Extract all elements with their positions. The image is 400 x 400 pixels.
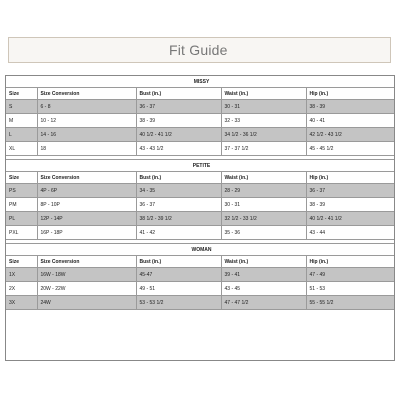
column-header: Size <box>6 256 37 268</box>
table-row <box>6 184 394 198</box>
table-row <box>6 142 394 156</box>
table-cell: 2X <box>6 282 37 296</box>
page-title: Fit Guide <box>169 42 228 58</box>
table-cell: 43 - 45 <box>221 282 306 296</box>
table-cell: 45 - 45 1/2 <box>306 142 394 156</box>
table-cell: 20W - 22W <box>37 282 136 296</box>
table-cell: 34 - 35 <box>136 184 221 198</box>
column-header: Bust (in.) <box>136 172 221 184</box>
column-header: Hip (in.) <box>306 256 394 268</box>
column-header-row <box>6 172 394 184</box>
column-header: Waist (in.) <box>221 88 306 100</box>
table-cell: 38 1/2 - 39 1/2 <box>136 212 221 226</box>
table-cell: 47 - 47 1/2 <box>221 296 306 310</box>
table-cell: 38 - 39 <box>306 198 394 212</box>
table-cell: 53 - 53 1/2 <box>136 296 221 310</box>
table-cell: 24W <box>37 296 136 310</box>
table-cell: 34 1/2 - 36 1/2 <box>221 128 306 142</box>
column-header: Size <box>6 172 37 184</box>
table-cell: PL <box>6 212 37 226</box>
table-cell: S <box>6 100 37 114</box>
table-cell: 36 - 37 <box>136 198 221 212</box>
table-cell: 41 - 42 <box>136 226 221 240</box>
table-cell: 37 - 37 1/2 <box>221 142 306 156</box>
column-header: Hip (in.) <box>306 172 394 184</box>
fit-guide-table <box>5 75 395 361</box>
column-header-row <box>6 88 394 100</box>
column-header: Size Conversion <box>37 88 136 100</box>
table-cell: 43 - 44 <box>306 226 394 240</box>
table-cell: 8P - 10P <box>37 198 136 212</box>
table-cell: 51 - 53 <box>306 282 394 296</box>
table-cell: 38 - 39 <box>136 114 221 128</box>
column-header: Bust (in.) <box>136 256 221 268</box>
section-header <box>6 244 394 256</box>
table-cell: 36 - 37 <box>306 184 394 198</box>
table-cell: 49 - 51 <box>136 282 221 296</box>
table-row <box>6 100 394 114</box>
table-row <box>6 226 394 240</box>
table-cell: 40 1/2 - 41 1/2 <box>306 212 394 226</box>
column-header: Bust (in.) <box>136 88 221 100</box>
table-cell: 35 - 36 <box>221 226 306 240</box>
table-cell: 32 - 33 <box>221 114 306 128</box>
table-row <box>6 296 394 310</box>
table-row <box>6 212 394 226</box>
table-cell: 10 - 12 <box>37 114 136 128</box>
table-cell: 4P - 6P <box>37 184 136 198</box>
column-header: Waist (in.) <box>221 172 306 184</box>
table-cell: 32 1/2 - 33 1/2 <box>221 212 306 226</box>
table-cell: 47 - 49 <box>306 268 394 282</box>
size-chart <box>6 76 394 310</box>
table-cell: 3X <box>6 296 37 310</box>
table-cell: PS <box>6 184 37 198</box>
section-title: MISSY <box>6 76 394 88</box>
column-header: Hip (in.) <box>306 88 394 100</box>
table-cell: 14 - 16 <box>37 128 136 142</box>
column-header: Size Conversion <box>37 256 136 268</box>
table-cell: 40 - 41 <box>306 114 394 128</box>
section-header <box>6 76 394 88</box>
table-cell: 42 1/2 - 43 1/2 <box>306 128 394 142</box>
column-header: Size Conversion <box>37 172 136 184</box>
table-cell: 38 - 39 <box>306 100 394 114</box>
table-row <box>6 268 394 282</box>
table-cell: PXL <box>6 226 37 240</box>
table-row <box>6 198 394 212</box>
table-cell: 16P - 18P <box>37 226 136 240</box>
table-cell: M <box>6 114 37 128</box>
table-cell: 30 - 31 <box>221 198 306 212</box>
table-cell: 45-47 <box>136 268 221 282</box>
table-cell: 39 - 41 <box>221 268 306 282</box>
table-cell: 12P - 14P <box>37 212 136 226</box>
table-cell: L <box>6 128 37 142</box>
column-header: Waist (in.) <box>221 256 306 268</box>
title-banner <box>8 37 391 63</box>
table-cell: PM <box>6 198 37 212</box>
section-title: WOMAN <box>6 244 394 256</box>
table-row <box>6 128 394 142</box>
table-cell: 30 - 31 <box>221 100 306 114</box>
table-cell: 18 <box>37 142 136 156</box>
table-row <box>6 114 394 128</box>
table-cell: 43 - 43 1/2 <box>136 142 221 156</box>
table-cell: 55 - 55 1/2 <box>306 296 394 310</box>
table-cell: 28 - 29 <box>221 184 306 198</box>
table-cell: 16W - 18W <box>37 268 136 282</box>
table-cell: 1X <box>6 268 37 282</box>
table-cell: 6 - 8 <box>37 100 136 114</box>
column-header-row <box>6 256 394 268</box>
table-row <box>6 282 394 296</box>
table-cell: XL <box>6 142 37 156</box>
column-header: Size <box>6 88 37 100</box>
table-cell: 36 - 37 <box>136 100 221 114</box>
section-title: PETITE <box>6 160 394 172</box>
table-cell: 40 1/2 - 41 1/2 <box>136 128 221 142</box>
section-header <box>6 160 394 172</box>
